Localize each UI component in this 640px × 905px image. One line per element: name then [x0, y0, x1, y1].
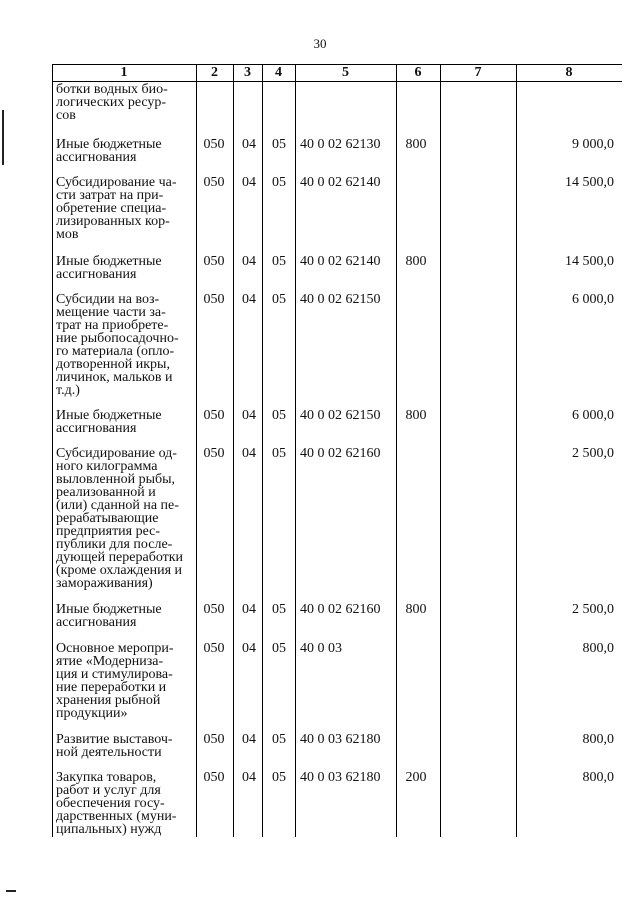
column-header: 7: [474, 65, 482, 80]
expense-type: 200: [405, 770, 427, 785]
target-code: 40 0 02 62130: [300, 137, 381, 152]
col3-value: 04: [242, 641, 256, 656]
col3-value: 04: [242, 254, 256, 269]
amount: 800,0: [582, 732, 614, 747]
column-header: 5: [342, 65, 349, 80]
expense-type: 800: [405, 408, 427, 423]
row-name: Иные бюджетные ассигнования: [56, 408, 162, 436]
target-code: 40 0 03 62180: [300, 732, 381, 747]
col2-value: 050: [203, 175, 225, 190]
column-header: 6: [414, 65, 422, 80]
amount: 6 000,0: [572, 408, 614, 423]
column-border: [516, 64, 517, 837]
col2-value: 050: [203, 292, 225, 307]
col4-value: 05: [272, 446, 286, 461]
target-code: 40 0 02 62140: [300, 254, 381, 269]
col4-value: 05: [272, 408, 286, 423]
col4-value: 05: [272, 292, 286, 307]
column-header: 4: [275, 65, 282, 80]
column-header: 2: [211, 65, 218, 80]
row-name: Иные бюджетные ассигнования: [56, 137, 162, 165]
target-code: 40 0 02 62160: [300, 446, 381, 461]
column-header: 1: [120, 65, 128, 80]
row-name: Основное меропри- ятие «Модерниза- ция и стимулирова- ние переработки и хранения рыбной продукции»: [56, 641, 174, 721]
expense-type: 800: [405, 137, 427, 152]
expense-type: 800: [405, 254, 427, 269]
row-name: Субсидирование од- ного килограмма выловленной рыбы, реализованной и (или) сданной на пе- рерабатывающие предприятия рес- публики для после- дующей переработки (кроме охлаждения и замораживания): [56, 446, 184, 591]
amount: 2 500,0: [572, 602, 614, 617]
col3-value: 04: [242, 408, 256, 423]
column-border: [440, 64, 441, 837]
col2-value: 050: [203, 770, 225, 785]
scan-artifact-mark: [2, 110, 4, 165]
col4-value: 05: [272, 602, 286, 617]
amount: 9 000,0: [572, 137, 614, 152]
amount: 14 500,0: [565, 254, 614, 269]
expense-type: 800: [405, 602, 427, 617]
target-code: 40 0 02 62150: [300, 408, 381, 423]
col3-value: 04: [242, 292, 256, 307]
row-name: Развитие выставоч- ной деятельности: [56, 732, 173, 760]
target-code: 40 0 02 62140: [300, 175, 381, 190]
amount: 2 500,0: [572, 446, 614, 461]
col3-value: 04: [242, 732, 256, 747]
col2-value: 050: [203, 641, 225, 656]
amount: 800,0: [582, 770, 614, 785]
column-border: [196, 64, 197, 837]
col3-value: 04: [242, 446, 256, 461]
col4-value: 05: [272, 254, 286, 269]
amount: 800,0: [582, 641, 614, 656]
col2-value: 050: [203, 137, 225, 152]
col3-value: 04: [242, 175, 256, 190]
column-border: [396, 64, 397, 837]
column-header: 8: [565, 65, 573, 80]
row-name: Иные бюджетные ассигнования: [56, 254, 162, 282]
row-name: Закупка товаров, работ и услуг для обеспечения госу- дарственных (муни- ципальных) нужд: [56, 770, 177, 837]
column-border: [52, 64, 53, 837]
col3-value: 04: [242, 137, 256, 152]
row-name: Субсидирование ча- сти затрат на при- обретение специа- лизированных кор- мов: [56, 175, 177, 242]
target-code: 40 0 02 62150: [300, 292, 381, 307]
column-border: [295, 64, 296, 837]
target-code: 40 0 02 62160: [300, 602, 381, 617]
col2-value: 050: [203, 254, 225, 269]
col3-value: 04: [242, 602, 256, 617]
col4-value: 05: [272, 770, 286, 785]
column-header: 3: [244, 65, 251, 80]
amount: 14 500,0: [565, 175, 614, 190]
col2-value: 050: [203, 602, 225, 617]
budget-table: [52, 64, 622, 837]
col2-value: 050: [203, 408, 225, 423]
row-name: Иные бюджетные ассигнования: [56, 602, 162, 630]
col4-value: 05: [272, 641, 286, 656]
row-name: Субсидии на воз- мещение части за- трат на приобрете- ние рыбопосадочно- го материала (опло- дотворенной икры, личинок, мальков и т.д.): [56, 292, 179, 398]
target-code: 40 0 03 62180: [300, 770, 381, 785]
amount: 6 000,0: [572, 292, 614, 307]
col4-value: 05: [272, 175, 286, 190]
target-code: 40 0 03: [300, 641, 342, 656]
col3-value: 04: [242, 770, 256, 785]
col2-value: 050: [203, 446, 225, 461]
col4-value: 05: [272, 732, 286, 747]
page-number: 30: [313, 36, 327, 51]
scan-artifact-mark: [6, 890, 16, 892]
row-name: ботки водных био- логических ресур- сов: [56, 82, 168, 123]
col4-value: 05: [272, 137, 286, 152]
col2-value: 050: [203, 732, 225, 747]
